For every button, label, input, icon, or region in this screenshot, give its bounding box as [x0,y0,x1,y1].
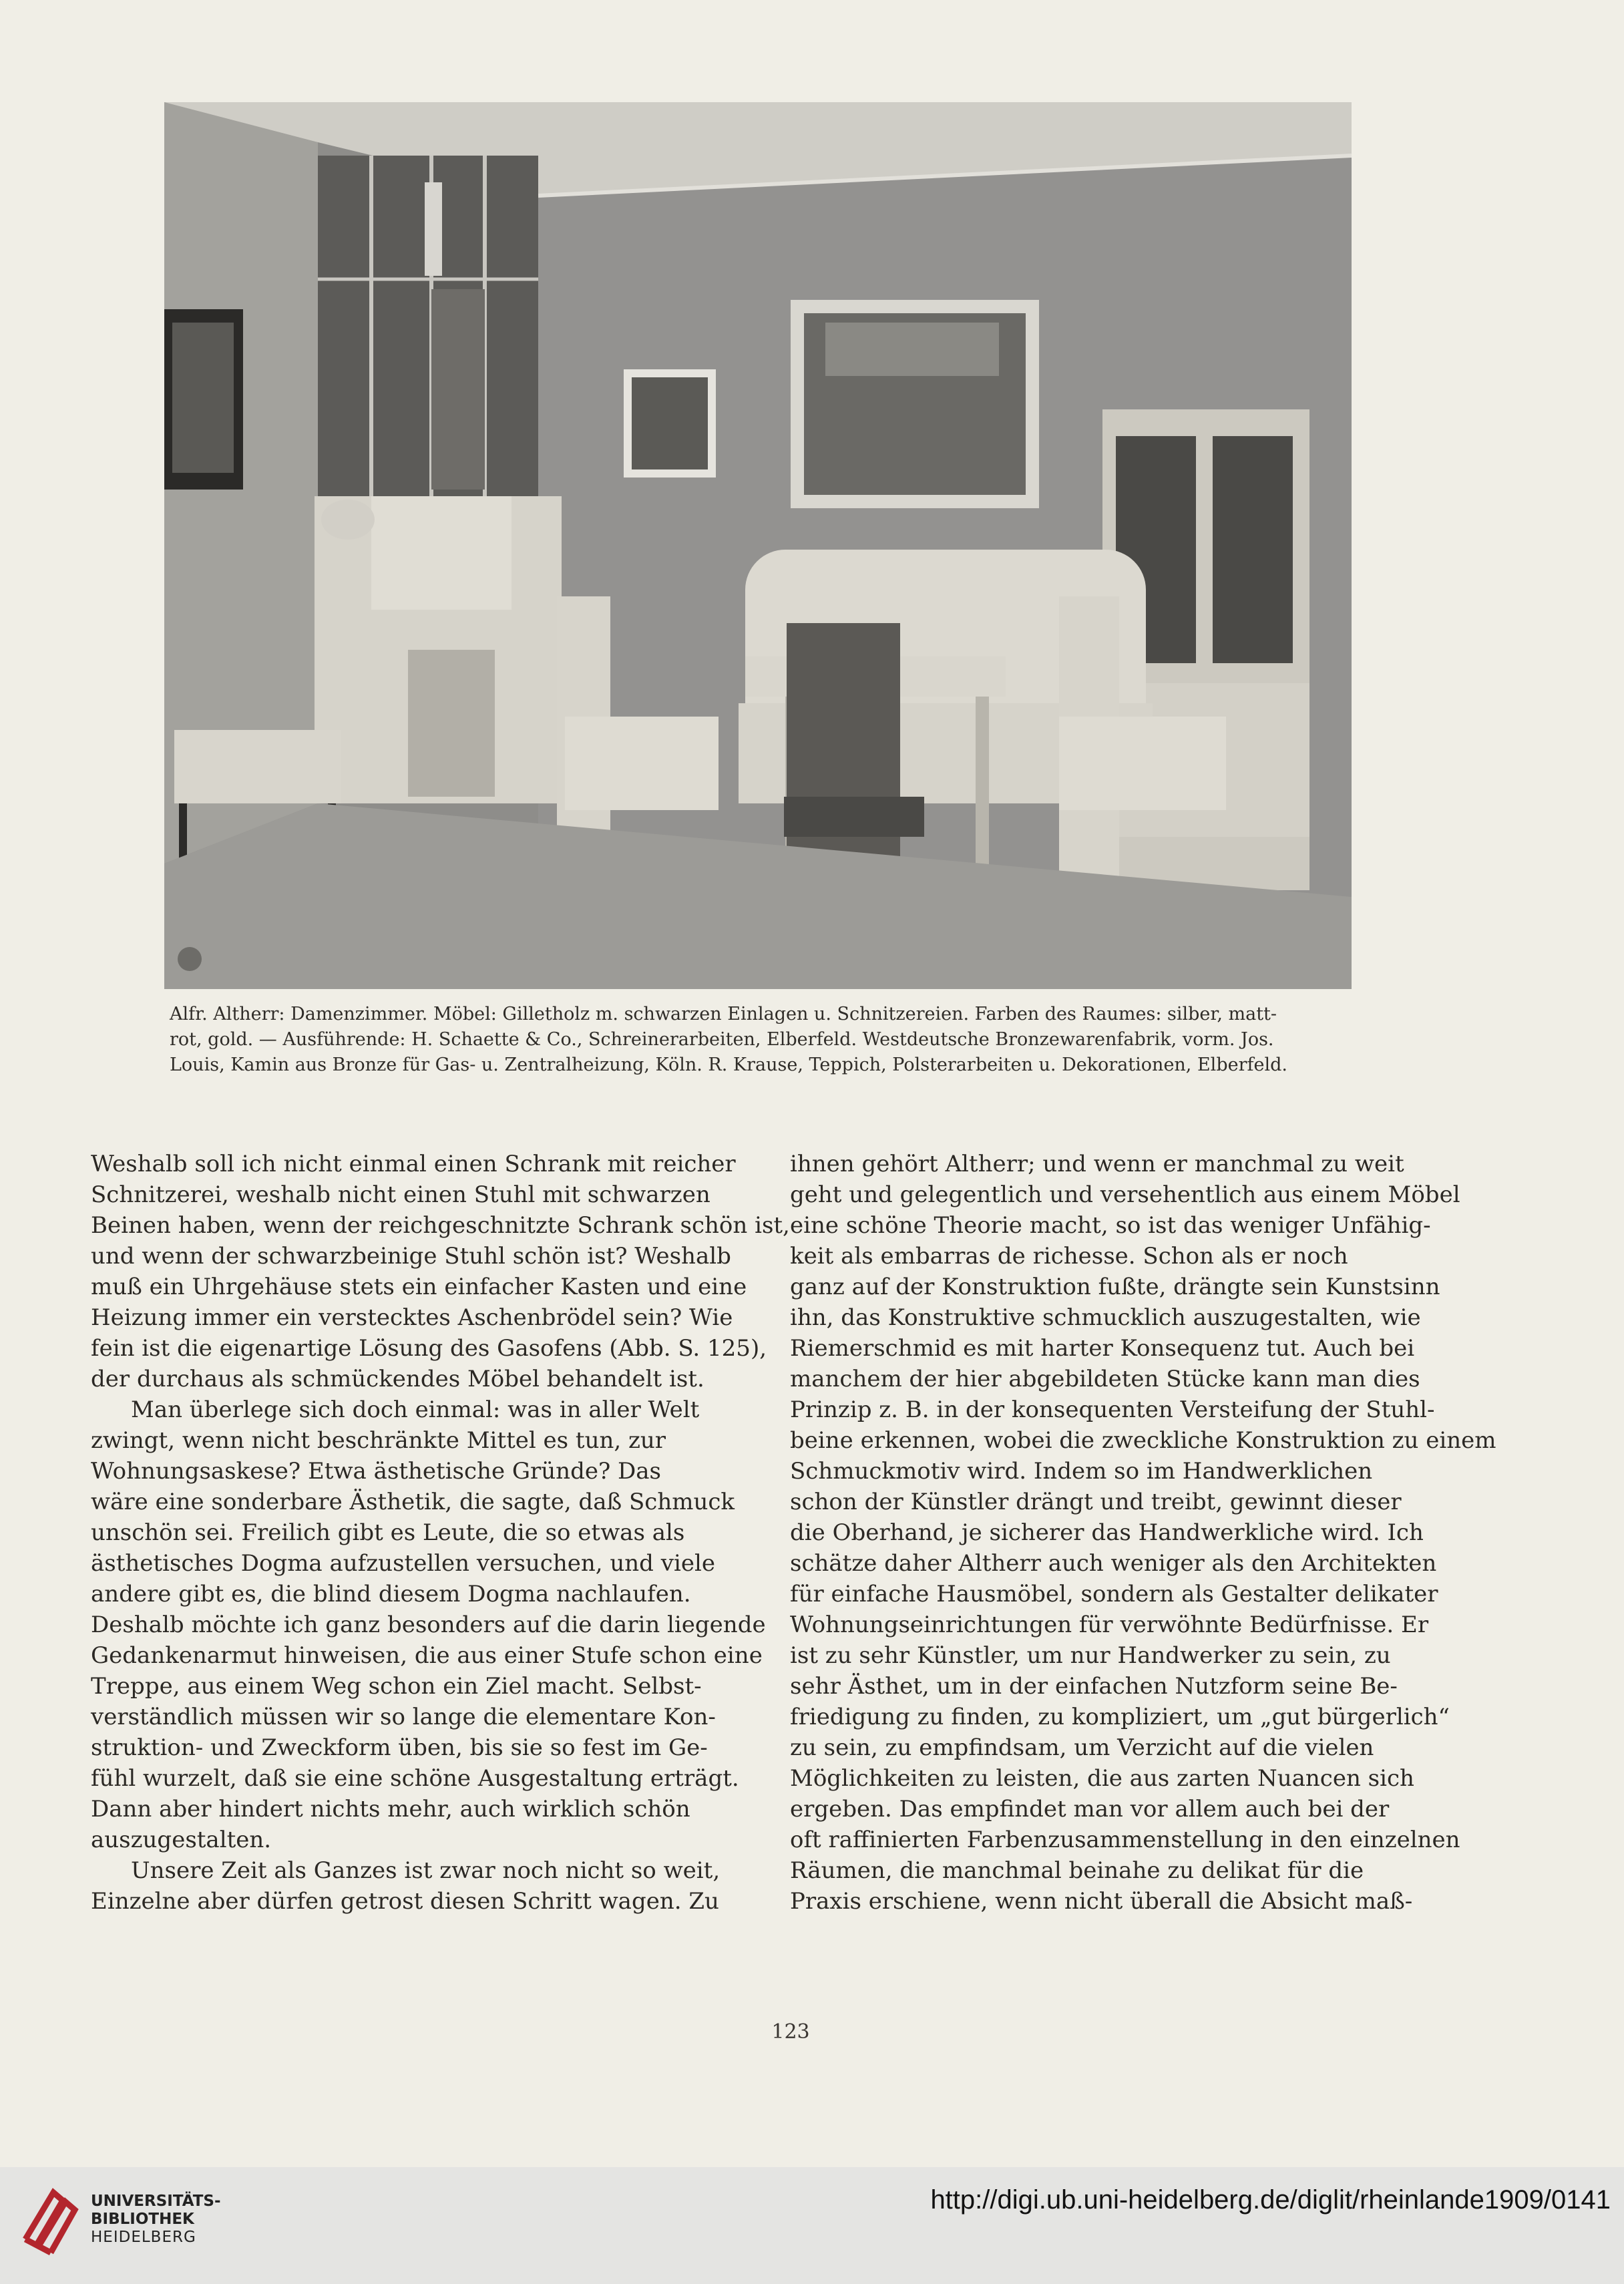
text-line: beine erkennen, wobei die zweckliche Konstruktion zu einem [790,1427,1496,1454]
text-line: ganz auf der Konstruktion fußte, drängte sein Kunstsinn [790,1274,1440,1300]
text-line: schätze daher Altherr auch weniger als den Architekten [790,1550,1437,1577]
library-name-line: UNIVERSITÄTS- [91,2193,221,2210]
text-line: für einfache Hausmöbel, sondern als Gestalter delikater [790,1581,1438,1607]
text-line: struktion- und Zweckform üben, bis sie so fest im Ge- [91,1734,708,1761]
text-line: zu sein, zu empfindsam, um Verzicht auf die vielen [790,1734,1374,1761]
text-line: Gedankenarmut hinweisen, die aus einer Stufe schon eine [91,1642,763,1669]
text-line: Einzelne aber dürfen getrost diesen Schritt wagen. Zu [91,1888,719,1915]
library-name-line: HEIDELBERG [91,2229,196,2246]
text-line: Schnitzerei, weshalb nicht einen Stuhl mit schwarzen [91,1181,710,1208]
text-line: Möglichkeiten zu leisten, die aus zarten Nuancen sich [790,1765,1414,1792]
page-number: 123 [771,2020,810,2044]
text-line: sehr Ästhet, um in der einfachen Nutzform seine Be- [790,1673,1398,1700]
library-name-line: BIBLIOTHEK [91,2211,194,2228]
text-line: Räumen, die manchmal beinahe zu delikat für die [790,1857,1364,1884]
text-line: andere gibt es, die blind diesem Dogma nachlaufen. [91,1581,691,1607]
permalink-url[interactable]: http://digi.ub.uni-heidelberg.de/diglit/rheinlande1909/0141 [930,2185,1611,2215]
text-line: muß ein Uhrgehäuse stets ein einfacher Kasten und eine [91,1274,747,1300]
text-line: und wenn der schwarzbeinige Stuhl schön ist? Weshalb [91,1243,731,1270]
text-line: wäre eine sonderbare Ästhetik, die sagte, daß Schmuck [91,1489,735,1515]
caption-line: rot, gold. — Ausführende: H. Schaette & Co., Schreinerarbeiten, Elberfeld. Westdeutsche Bronzewarenfabrik, vorm. Jos. [170,1029,1274,1050]
text-line: ihn, das Konstruktive schmucklich auszugestalten, wie [790,1304,1421,1331]
text-line: fein ist die eigenartige Lösung des Gasofens (Abb. S. 125), [91,1335,767,1362]
text-line: geht und gelegentlich und versehentlich aus einem Möbel [790,1181,1460,1208]
text-line: Dann aber hindert nichts mehr, auch wirklich schön [91,1796,690,1823]
text-line: Weshalb soll ich nicht einmal einen Schrank mit reicher [91,1151,736,1177]
text-column-left [91,1149,790,1917]
text-line: Wohnungsaskese? Etwa ästhetische Gründe? Das [91,1458,661,1485]
text-line: Beinen haben, wenn der reichgeschnitzte Schrank schön ist, [91,1212,790,1239]
text-line: Unsere Zeit als Ganzes ist zwar noch nicht so weit, [131,1857,721,1884]
text-line: friedigung zu finden, zu kompliziert, um „gut bürgerlich“ [790,1704,1450,1730]
text-column-right [790,1149,1496,1917]
text-line: eine schöne Theorie macht, so ist das weniger Unfähig- [790,1212,1431,1239]
text-line: Wohnungseinrichtungen für verwöhnte Bedürfnisse. Er [790,1611,1429,1638]
text-line: Prinzip z. B. in der konsequenten Versteifung der Stuhl- [790,1396,1435,1423]
text-line: verständlich müssen wir so lange die elementare Kon- [91,1704,716,1730]
text-line: schon der Künstler drängt und treibt, gewinnt dieser [790,1489,1402,1515]
text-line: ästhetisches Dogma aufzustellen versuchen, und viele [91,1550,715,1577]
photo-caption [170,1002,1372,1078]
text-line: Deshalb möchte ich ganz besonders auf die darin liegende [91,1611,766,1638]
text-line: Riemerschmid es mit harter Konsequenz tut. Auch bei [790,1335,1415,1362]
text-line: unschön sei. Freilich gibt es Leute, die so etwas als [91,1519,685,1546]
text-line: der durchaus als schmückendes Möbel behandelt ist. [91,1366,704,1392]
text-line: auszugestalten. [91,1827,272,1853]
text-line: fühl wurzelt, daß sie eine schöne Ausgestaltung erträgt. [91,1765,739,1792]
text-line: oft raffinierten Farbenzusammenstellung in den einzelnen [790,1827,1460,1853]
text-line: ist zu sehr Künstler, um nur Handwerker zu sein, zu [790,1642,1391,1669]
caption-line: Alfr. Altherr: Damenzimmer. Möbel: Gilletholz m. schwarzen Einlagen u. Schnitzereien. Farben des Raumes: silber, matt- [170,1004,1277,1024]
text-line: die Oberhand, je sicherer das Handwerkliche wird. Ich [790,1519,1424,1546]
text-line: Schmuckmotiv wird. Indem so im Handwerklichen [790,1458,1373,1485]
interior-photograph [164,102,1352,989]
text-line: keit als embarras de richesse. Schon als er noch [790,1243,1348,1270]
text-line: ihnen gehört Altherr; und wenn er manchmal zu weit [790,1151,1404,1177]
text-line: Man überlege sich doch einmal: was in aller Welt [131,1396,700,1423]
text-line: Heizung immer ein verstecktes Aschenbrödel sein? Wie [91,1304,733,1331]
text-line: zwingt, wenn nicht beschränkte Mittel es tun, zur [91,1427,666,1454]
library-name[interactable] [91,2193,221,2247]
text-line: ergeben. Das empfindet man vor allem auch bei der [790,1796,1390,1823]
text-line: Praxis erschiene, wenn nicht überall die Absicht maß- [790,1888,1413,1915]
text-line: manchem der hier abgebildeten Stücke kann man dies [790,1366,1420,1392]
caption-line: Louis, Kamin aus Bronze für Gas- u. Zentralheizung, Köln. R. Krause, Teppich, Polsterarbeiten u. Dekorationen, Elberfeld. [170,1055,1287,1075]
room-photo-illustration [164,102,1352,989]
text-line: Treppe, aus einem Weg schon ein Ziel macht. Selbst- [91,1673,702,1700]
library-logo-icon[interactable] [19,2179,80,2257]
